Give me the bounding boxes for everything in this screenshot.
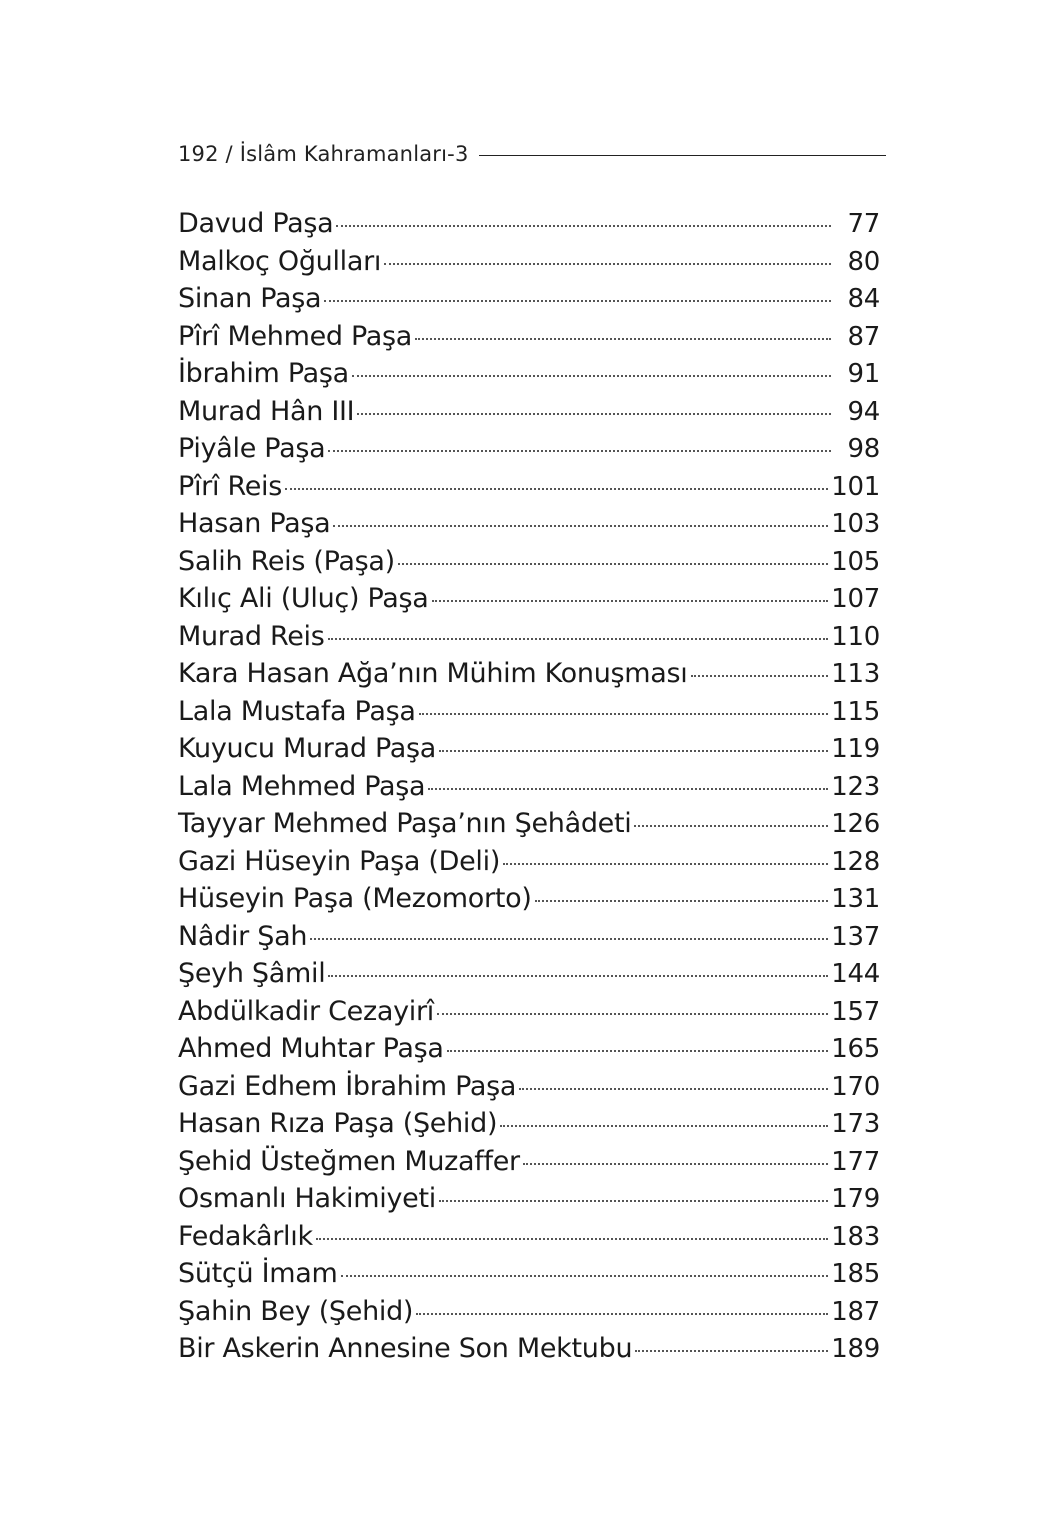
toc-entry — [178, 1146, 880, 1184]
dot-leader — [324, 300, 831, 302]
toc-entry-page: 157 — [831, 996, 880, 1027]
toc-entry — [178, 658, 880, 696]
toc-entry-page: 144 — [831, 959, 880, 989]
toc-entry-title: Pîrî Mehmed Paşa — [178, 320, 413, 352]
toc-entry-title: Kılıç Ali (Uluç) Paşa — [178, 583, 429, 614]
toc-entry-page: 137 — [831, 921, 880, 952]
toc-entry-page: 179 — [831, 1184, 880, 1214]
toc-entry — [178, 1108, 880, 1146]
toc-entry-page: 128 — [831, 846, 880, 877]
dot-leader — [691, 675, 829, 677]
toc-entry-title: Osmanlı Hakimiyeti — [178, 1183, 436, 1214]
toc-entry-page: 103 — [831, 509, 880, 539]
toc-entry-page: 189 — [831, 1334, 880, 1364]
toc-entry-page: 115 — [831, 696, 880, 727]
dot-leader — [439, 1200, 828, 1202]
toc-entry — [178, 208, 880, 246]
dot-leader — [428, 788, 828, 790]
toc-entry-title: Fedakârlık — [178, 1220, 313, 1252]
toc-entry-page: 170 — [831, 1071, 880, 1102]
toc-entry-title: Nâdir Şah — [178, 920, 308, 952]
toc-entry-page: 98 — [847, 434, 880, 464]
toc-entry — [178, 733, 880, 771]
toc-entry-page: 113 — [831, 659, 880, 689]
dot-leader — [634, 825, 828, 827]
dot-leader — [523, 1163, 828, 1165]
toc-entry-page: 131 — [831, 884, 880, 914]
toc-entry — [178, 846, 880, 884]
toc-entry-title: Hasan Rıza Paşa (Şehid) — [178, 1108, 498, 1139]
dot-leader — [519, 1088, 828, 1090]
dot-leader — [535, 900, 829, 902]
toc-entry-title: Kara Hasan Ağa’nın Mühim Konuşması — [178, 658, 688, 689]
toc-entry — [178, 1071, 880, 1109]
toc-entry-title: Şeyh Şâmil — [178, 958, 326, 989]
dot-leader — [500, 1125, 828, 1127]
toc-entry-title: Ahmed Muhtar Paşa — [178, 1033, 444, 1064]
toc-entry-page: 185 — [831, 1259, 880, 1289]
toc-entry-page: 94 — [847, 396, 880, 427]
toc-entry-page: 177 — [831, 1146, 880, 1177]
dot-leader — [328, 450, 831, 452]
toc-entry-title: Sütçü İmam — [178, 1258, 338, 1289]
toc-entry-title: Abdülkadir Cezayirî — [178, 995, 434, 1027]
toc-entry — [178, 771, 880, 809]
toc-entry — [178, 1333, 880, 1371]
toc-entry — [178, 1221, 880, 1259]
running-head-rule — [479, 155, 886, 156]
toc-entry-page: 187 — [831, 1296, 880, 1327]
dot-leader — [333, 525, 828, 527]
toc-entry-page: 119 — [831, 734, 880, 764]
toc-entry-title: Şahin Bey (Şehid) — [178, 1295, 414, 1327]
toc-entry — [178, 1258, 880, 1296]
running-head — [178, 138, 886, 170]
dot-leader — [398, 563, 828, 565]
toc-entry-title: Lala Mehmed Paşa — [178, 770, 426, 802]
dot-leader — [416, 1313, 828, 1315]
toc-entry-title: Tayyar Mehmed Paşa’nın Şehâdeti — [178, 808, 632, 839]
toc-entry-page: 91 — [847, 359, 880, 389]
toc-entry-title: Gazi Hüseyin Paşa (Deli) — [178, 845, 501, 877]
toc-entry-title: Lala Mustafa Paşa — [178, 695, 416, 727]
toc-entry-title: Pîrî Reis — [178, 470, 282, 502]
toc-entry — [178, 433, 880, 471]
toc-entry — [178, 1296, 880, 1334]
toc-entry — [178, 883, 880, 921]
toc-entry-title: Hüseyin Paşa (Mezomorto) — [178, 883, 532, 914]
dot-leader — [419, 713, 829, 715]
toc-entry-page: 183 — [831, 1221, 880, 1252]
toc-entry — [178, 246, 880, 284]
dot-leader — [336, 225, 831, 227]
toc-entry — [178, 1183, 880, 1221]
toc-entry-page: 123 — [831, 771, 880, 802]
toc-entry-page: 107 — [831, 584, 880, 614]
dot-leader — [285, 488, 828, 490]
toc-entry-page: 165 — [831, 1034, 880, 1064]
table-of-contents — [178, 208, 880, 1371]
toc-entry — [178, 921, 880, 959]
toc-entry-title: Murad Reis — [178, 620, 325, 652]
toc-entry-page: 173 — [831, 1109, 880, 1139]
toc-entry — [178, 696, 880, 734]
dot-leader — [439, 750, 828, 752]
toc-entry — [178, 996, 880, 1034]
dot-leader — [503, 863, 828, 865]
dot-leader — [635, 1350, 828, 1352]
toc-entry-page: 110 — [831, 621, 880, 652]
toc-entry-page: 105 — [831, 546, 880, 577]
toc-entry-title: Piyâle Paşa — [178, 433, 326, 464]
toc-entry-page: 126 — [831, 809, 880, 839]
dot-leader — [341, 1275, 829, 1277]
dot-leader — [328, 638, 829, 640]
toc-entry-title: Murad Hân III — [178, 395, 355, 427]
toc-entry — [178, 321, 880, 359]
toc-entry — [178, 958, 880, 996]
toc-entry-page: 84 — [847, 284, 880, 314]
toc-entry-page: 101 — [831, 471, 880, 502]
toc-entry-title: Kuyucu Murad Paşa — [178, 733, 437, 764]
dot-leader — [447, 1050, 829, 1052]
toc-entry — [178, 396, 880, 434]
toc-entry-page: 80 — [847, 246, 880, 277]
toc-entry — [178, 583, 880, 621]
toc-entry-title: Malkoç Oğulları — [178, 245, 382, 277]
toc-entry — [178, 358, 880, 396]
dot-leader — [352, 375, 831, 377]
running-head-text: 192 / İslâm Kahramanları-3 — [178, 142, 469, 166]
dot-leader — [437, 1013, 828, 1015]
toc-entry — [178, 1033, 880, 1071]
toc-entry-title: Sinan Paşa — [178, 283, 322, 314]
dot-leader — [316, 1238, 828, 1240]
toc-entry-title: Salih Reis (Paşa) — [178, 545, 395, 577]
toc-entry-title: Şehid Üsteğmen Muzaffer — [178, 1145, 520, 1177]
dot-leader — [432, 600, 829, 602]
dot-leader — [310, 938, 828, 940]
toc-entry — [178, 283, 880, 321]
toc-entry — [178, 508, 880, 546]
dot-leader — [384, 263, 831, 265]
dot-leader — [328, 975, 828, 977]
toc-entry-title: Gazi Edhem İbrahim Paşa — [178, 1070, 517, 1102]
toc-entry-title: Bir Askerin Annesine Son Mektubu — [178, 1333, 633, 1364]
toc-entry-title: Hasan Paşa — [178, 508, 331, 539]
toc-entry — [178, 808, 880, 846]
dot-leader — [357, 413, 831, 415]
toc-entry — [178, 621, 880, 659]
toc-entry — [178, 546, 880, 584]
toc-entry-title: Davud Paşa — [178, 208, 334, 239]
toc-entry-page: 77 — [847, 209, 880, 239]
toc-entry — [178, 471, 880, 509]
dot-leader — [415, 338, 831, 340]
toc-entry-page: 87 — [847, 321, 880, 352]
toc-entry-title: İbrahim Paşa — [178, 358, 349, 389]
